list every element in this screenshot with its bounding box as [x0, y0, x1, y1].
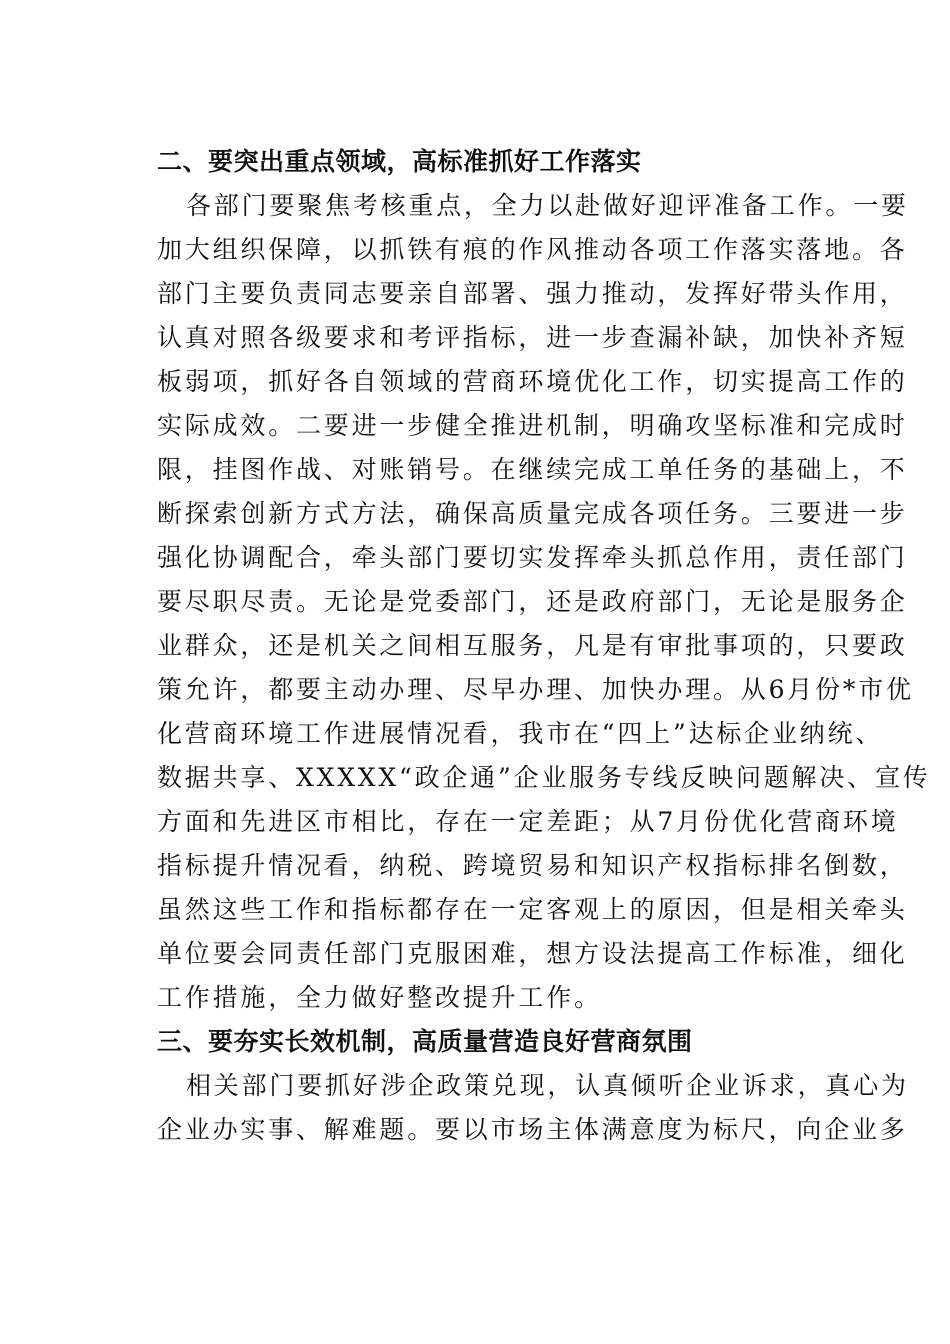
paragraph-line: 板弱项，抓好各自领域的营商环境优化工作，切实提高工作的 [157, 367, 908, 396]
paragraph-line: 业群众，还是机关之间相互服务，凡是有审批事项的，只要政 [157, 631, 908, 660]
paragraph-line: 认真对照各级要求和考评指标，进一步查漏补缺，加快补齐短 [157, 323, 908, 352]
section-heading-2: 二、要突出重点领域，高标准抓好工作落实 [157, 147, 642, 176]
paragraph-line: 虽然这些工作和指标都存在一定客观上的原因，但是相关牵头 [157, 895, 908, 924]
paragraph-line: 各部门要聚焦考核重点，全力以赴做好迎评准备工作。一要 [186, 191, 909, 220]
paragraph-line: 断探索创新方式方法，确保高质量完成各项任务。三要进一步 [157, 499, 908, 528]
paragraph-line: 企业办实事、解难题。要以市场主体满意度为标尺，向企业多 [157, 1115, 908, 1144]
paragraph-line: 强化协调配合，牵头部门要切实发挥牵头抓总作用，责任部门 [157, 543, 908, 572]
section-paragraph-3 [128, 1064, 909, 1152]
paragraph-line: 工作措施，全力做好整改提升工作。 [157, 983, 602, 1012]
paragraph-line: 要尽职尽责。无论是党委部门，还是政府部门，无论是服务企 [157, 587, 908, 616]
document-body [128, 140, 931, 1152]
paragraph-line: 限，挂图作战、对账销号。在继续完成工单任务的基础上，不 [157, 455, 908, 484]
paragraph-line: 指标提升情况看，纳税、跨境贸易和知识产权指标排名倒数， [157, 851, 908, 880]
paragraph-line: 部门主要负责同志要亲自部署、强力推动，发挥好带头作用， [157, 279, 908, 308]
section-heading-3: 三、要夯实长效机制，高质量营造良好营商氛围 [157, 1027, 693, 1056]
paragraph-line: 相关部门要抓好涉企政策兑现，认真倾听企业诉求，真心为 [186, 1071, 909, 1100]
paragraph-line: 策允许，都要主动办理、尽早办理、加快办理。从6月份*市优 [157, 675, 914, 704]
paragraph-line: 方面和先进区市相比，存在一定差距；从7月份优化营商环境 [157, 807, 899, 836]
paragraph-line: 单位要会同责任部门克服困难，想方设法提高工作标准，细化 [157, 939, 908, 968]
paragraph-line: 数据共享、XXXXX“政企通”企业服务专线反映问题解决、宣传 [157, 763, 931, 792]
paragraph-line: 化营商环境工作进展情况看，我市在“四上”达标企业纳统、 [157, 719, 884, 748]
section-paragraph-2 [128, 184, 931, 1020]
paragraph-line: 加大组织保障，以抓铁有痕的作风推动各项工作落实落地。各 [157, 235, 908, 264]
paragraph-line: 实际成效。二要进一步健全推进机制，明确攻坚标准和完成时 [157, 411, 908, 440]
